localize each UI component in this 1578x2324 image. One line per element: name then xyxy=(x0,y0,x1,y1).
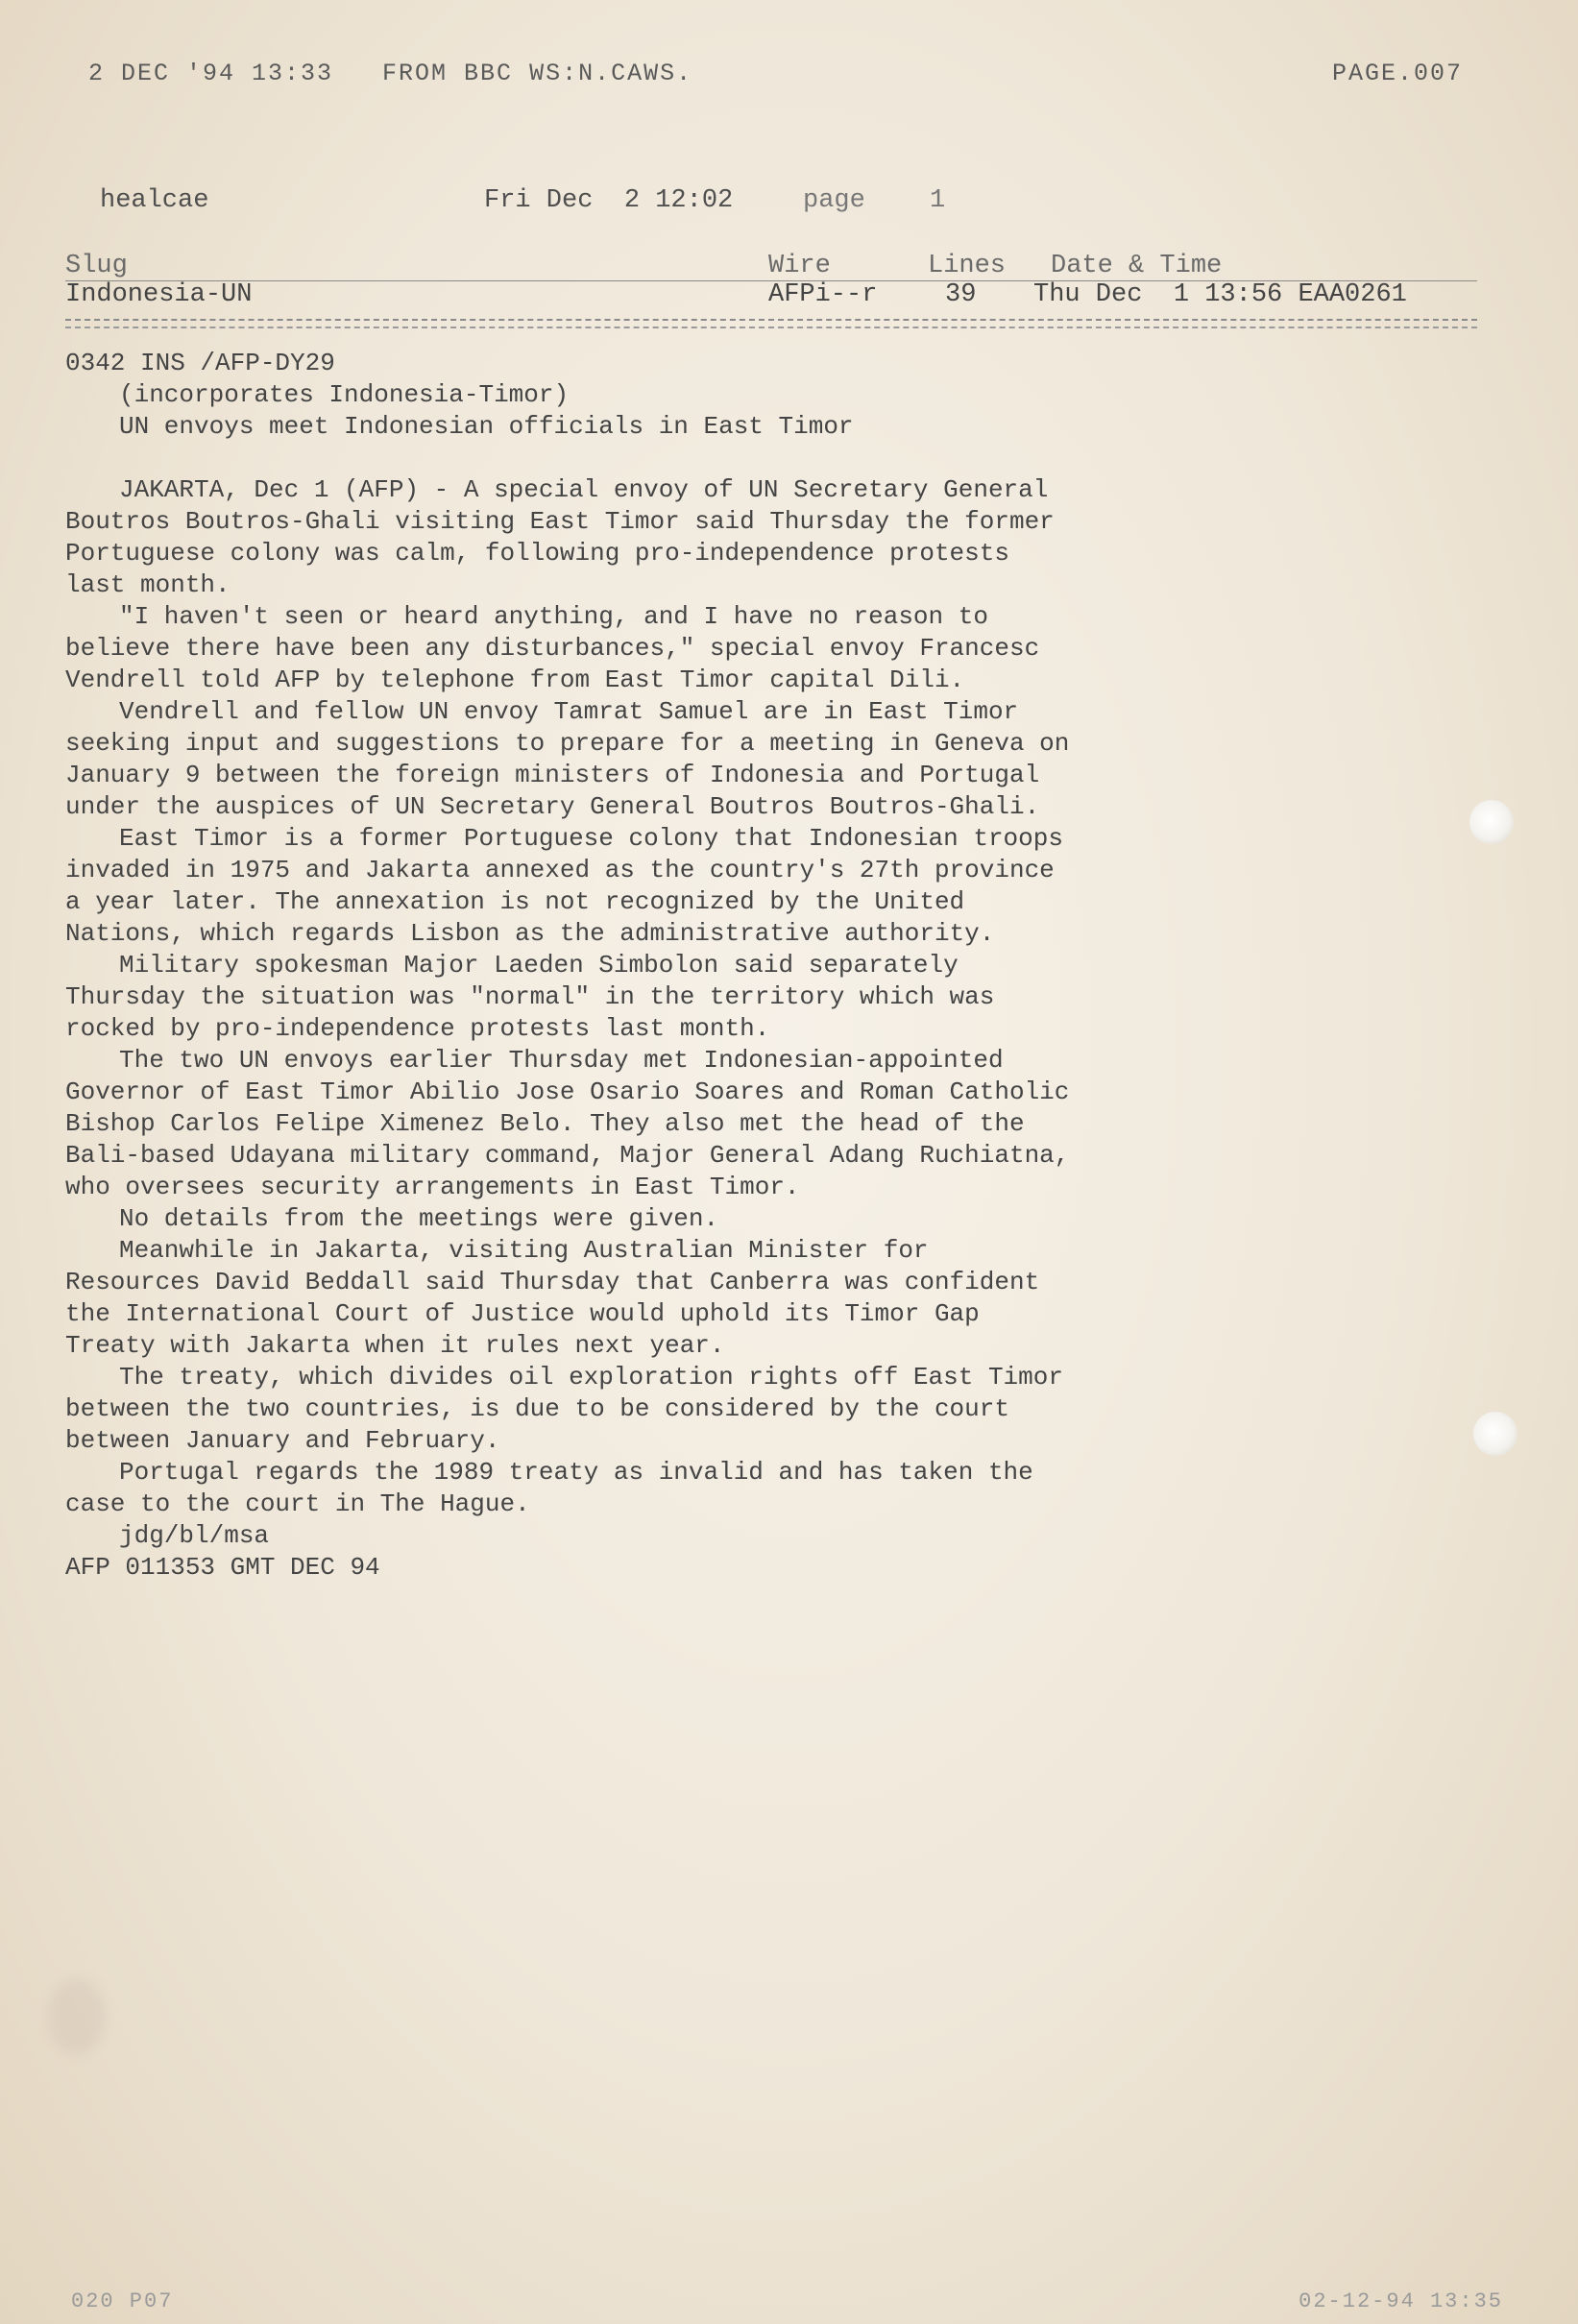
story-signoff: jdg/bl/msa xyxy=(119,1521,270,1550)
story-paragraph xyxy=(65,601,1477,696)
story-line: Thursday the situation was "normal" in the territory which was xyxy=(65,982,995,1011)
story-line: rocked by pro-independence protests last month. xyxy=(65,1014,770,1043)
story-line: case to the court in The Hague. xyxy=(65,1489,530,1518)
story-line: The treaty, which divides oil exploration rights off East Timor xyxy=(119,1363,1063,1392)
story-line: Governor of East Timor Abilio Jose Osario Soares and Roman Catholic xyxy=(65,1077,1070,1106)
story-line: believe there have been any disturbances," special envoy Francesc xyxy=(65,634,1040,663)
story-line: Military spokesman Major Laeden Simbolon said separately xyxy=(119,951,959,980)
story-line: Treaty with Jakarta when it rules next year. xyxy=(65,1331,725,1360)
story-line: The two UN envoys earlier Thursday met Indonesian-appointed xyxy=(119,1046,1004,1075)
wire-page-number: 1 xyxy=(930,186,946,215)
spacer xyxy=(65,443,1477,474)
story-paragraph xyxy=(65,1362,1477,1457)
story-line: Vendrell and fellow UN envoy Tamrat Samuel are in East Timor xyxy=(119,697,1019,726)
paper-smudge xyxy=(48,1978,106,2055)
lines-value: 39 xyxy=(945,280,977,309)
fax-footer-timestamp: 02-12-94 13:35 xyxy=(1299,2289,1503,2313)
fax-footer-code: 020 P07 xyxy=(71,2289,174,2313)
slug-value: Indonesia-UN xyxy=(65,280,253,309)
story-line: Meanwhile in Jakarta, visiting Australian Minister for xyxy=(119,1236,929,1265)
wire-date: Fri Dec 2 12:02 xyxy=(484,186,734,215)
fax-sender-line: 2 DEC '94 13:33 FROM BBC WS:N.CAWS. xyxy=(88,60,693,87)
story-headline: UN envoys meet Indonesian officials in East Timor xyxy=(119,412,854,441)
story-body xyxy=(65,474,1477,1520)
story-line: Vendrell told AFP by telephone from East Timor capital Dili. xyxy=(65,666,965,694)
story-line: last month. xyxy=(65,570,231,599)
lines-label: Lines xyxy=(928,252,1007,280)
story-code: 0342 INS /AFP-DY29 xyxy=(65,349,335,377)
story-line: under the auspices of UN Secretary General Boutros Boutros-Ghali. xyxy=(65,792,1040,821)
wire-user: healcae xyxy=(100,186,209,215)
story-line: Bali-based Udayana military command, Major General Adang Ruchiatna, xyxy=(65,1141,1070,1170)
punch-hole xyxy=(1473,1412,1517,1456)
story-line: Resources David Beddall said Thursday that Canberra was confident xyxy=(65,1268,1040,1296)
datetime-label: Date & Time xyxy=(1051,252,1223,280)
story-paragraph xyxy=(65,950,1477,1045)
datetime-value: Thu Dec 1 13:56 EAA0261 xyxy=(1033,280,1407,309)
story-paragraph xyxy=(65,1045,1477,1203)
story-line: Portugal regards the 1989 treaty as invalid and has taken the xyxy=(119,1458,1033,1487)
story-line: who oversees security arrangements in East Timor. xyxy=(65,1173,800,1201)
story-line: between January and February. xyxy=(65,1426,500,1455)
punch-hole xyxy=(1469,800,1514,844)
story-paragraph xyxy=(65,1235,1477,1362)
story-paragraph xyxy=(65,474,1477,601)
story-line: "I haven't seen or heard anything, and I have no reason to xyxy=(119,602,988,631)
wire-label: Wire xyxy=(768,252,831,280)
story-line: Portuguese colony was calm, following pro-independence protests xyxy=(65,539,1009,568)
story-line: East Timor is a former Portuguese colony that Indonesian troops xyxy=(119,824,1063,853)
story-dateline: AFP 011353 GMT DEC 94 xyxy=(65,1553,380,1582)
story-note: (incorporates Indonesia-Timor) xyxy=(119,380,570,409)
story-line: Bishop Carlos Felipe Ximenez Belo. They also met the head of the xyxy=(65,1109,1025,1138)
story-line: between the two countries, is due to be considered by the court xyxy=(65,1394,1009,1423)
story-paragraph xyxy=(65,696,1477,823)
story-line: seeking input and suggestions to prepare for a meeting in Geneva on xyxy=(65,729,1070,758)
story-paragraph xyxy=(65,1203,1477,1235)
slug-label: Slug xyxy=(65,252,128,280)
story-line: JAKARTA, Dec 1 (AFP) - A special envoy of UN Secretary General xyxy=(119,475,1049,504)
wire-story xyxy=(65,348,1477,1584)
story-line: Nations, which regards Lisbon as the administrative authority. xyxy=(65,919,995,948)
wire-value: AFPi--r xyxy=(768,280,878,309)
story-paragraph xyxy=(65,823,1477,950)
story-line: a year later. The annexation is not recognized by the United xyxy=(65,887,965,916)
fax-page-number: PAGE.007 xyxy=(1331,60,1463,87)
story-line: January 9 between the foreign ministers of Indonesia and Portugal xyxy=(65,761,1040,789)
story-line: invaded in 1975 and Jakarta annexed as the country's 27th province xyxy=(65,856,1055,884)
story-line: Boutros Boutros-Ghali visiting East Timor said Thursday the former xyxy=(65,507,1055,536)
story-line: No details from the meetings were given. xyxy=(119,1204,719,1233)
wire-page-label: page xyxy=(803,186,865,215)
story-line: the International Court of Justice would uphold its Timor Gap xyxy=(65,1299,980,1328)
separator-rule xyxy=(65,319,1477,328)
story-paragraph xyxy=(65,1457,1477,1520)
